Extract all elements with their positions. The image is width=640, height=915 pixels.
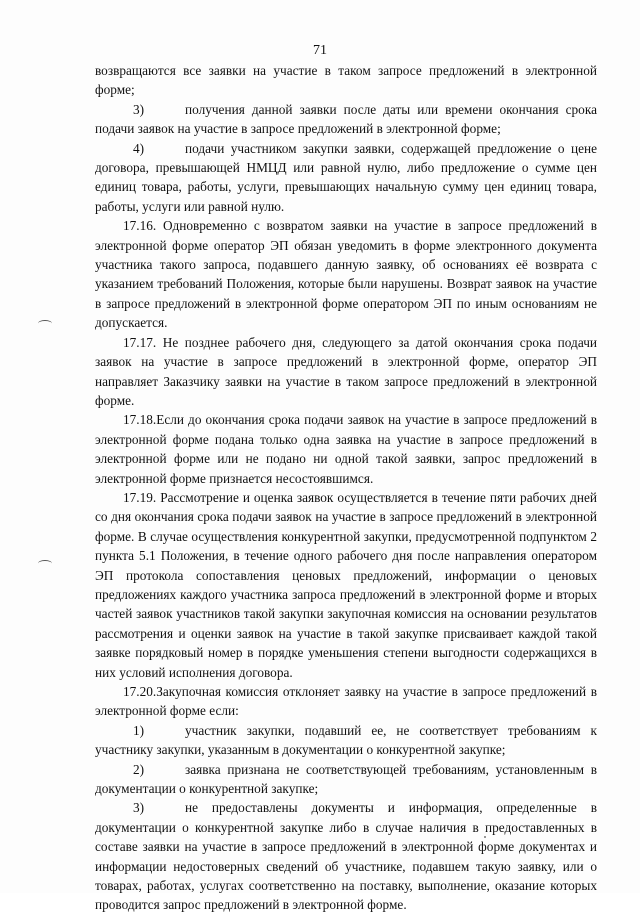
document-body [95, 61, 597, 915]
paragraph-continuation [95, 61, 597, 100]
clause-17-19 [95, 488, 597, 682]
clause-17-16 [95, 216, 597, 332]
paragraph-text: 17.16. Одновременно с возвратом заявки на участие в запросе предложений в электронной форме оператор ЭП обязан уведомить в форме электронного документа участника такого запроса, подавшего данную заявку, об основаниях её возврата с указанием требований Положения, которые были нарушены. Возврат заявок на участие в запросе предложений в электронной форме оператором ЭП по иным основаниям не допускается. [95, 218, 597, 331]
punch-hole-mark [38, 320, 52, 327]
list-item-number: 1) [133, 722, 145, 738]
list-item [95, 139, 597, 217]
list-item-number: 3) [133, 101, 145, 117]
list-item-text: не предоставлены документы и информация, определенные в документации о конкурентной закупке либо в случае наличия в предоставленных в составе заявки на участие в запросе предложений в электронной форме документах и информации недостоверных сведений об участнике, подавшем такую заявку, или о товарах, работах, услугах соответственно на поставку, выполнение, оказание которых проводится запрос предложений в электронной форме. [95, 800, 597, 913]
page-number: 71 [313, 43, 327, 58]
list-item-text: получения данной заявки после даты или времени окончания срока подачи заявок на участие в запросе предложений в электронной форме; [95, 101, 597, 137]
list-item [95, 760, 597, 799]
paragraph-text: 17.18.Если до окончания срока подачи заявок на участие в запросе предложений в электронной форме подана только одна заявка на участие в запросе предложений в электронной форме или не подано ни одной такой заявки, запрос предложений в электронной форме признается несостоявшимся. [95, 412, 597, 486]
list-item-number: 2) [133, 761, 145, 777]
paragraph-text: 17.17. Не позднее рабочего дня, следующего за датой окончания срока подачи заявок на участие в запросе предложений в электронной форме, оператор ЭП направляет Заказчику заявки на участие в таком запросе предложений в электронной форме. [95, 334, 597, 408]
list-item-number: 4) [133, 140, 145, 156]
list-item-text: подачи участником закупки заявки, содержащей предложение о цене договора, превышающей НМЦД или равной нулю, либо предложение о сумме цен единиц товара, работы, услуги, превышающих начальную сумму цен единиц товара, работы, услуги или равной нулю. [95, 140, 597, 214]
punch-hole-mark [38, 560, 52, 567]
paragraph-text: возвращаются все заявки на участие в таком запросе предложений в электронной форме; [95, 63, 597, 98]
clause-17-17 [95, 333, 597, 411]
list-item [95, 721, 597, 760]
list-item-number: 3) [133, 800, 145, 816]
clause-17-20 [95, 682, 597, 721]
list-item-text: заявка признана не соответствующей требованиям, установленным в документации о конкурентной закупке; [95, 761, 597, 797]
list-item [95, 798, 597, 914]
paragraph-text: 17.19. Рассмотрение и оценка заявок осуществляется в течение пяти рабочих дней со дня окончания срока подачи заявок на участие в запросе предложений в электронной форме. В случае осуществления конкурентной закупки, предусмотренной подпунктом 2 пункта 5.1 Положения, в течение одного рабочего дня после направления оператором ЭП протокола сопоставления ценовых предложений, информации о ценовых предложениях каждого участника запроса предложений в электронной форме и вторых частей заявок участников такой закупки закупочная комиссия на основании результатов рассмотрения и оценки заявок на участие в такой закупке присваивает каждой такой заявке порядковый номер в порядке уменьшения степени выгодности содержащихся в них условий исполнения договора. [95, 489, 597, 680]
list-item-text: участник закупки, подавший ее, не соответствует требованиям к участнику закупки, указанным в документации о конкурентной закупке; [95, 722, 597, 758]
paragraph-text: 17.20.Закупочная комиссия отклоняет заявку на участие в запросе предложений в электронной форме если: [95, 684, 597, 719]
list-item [95, 100, 597, 139]
clause-17-18 [95, 410, 597, 488]
